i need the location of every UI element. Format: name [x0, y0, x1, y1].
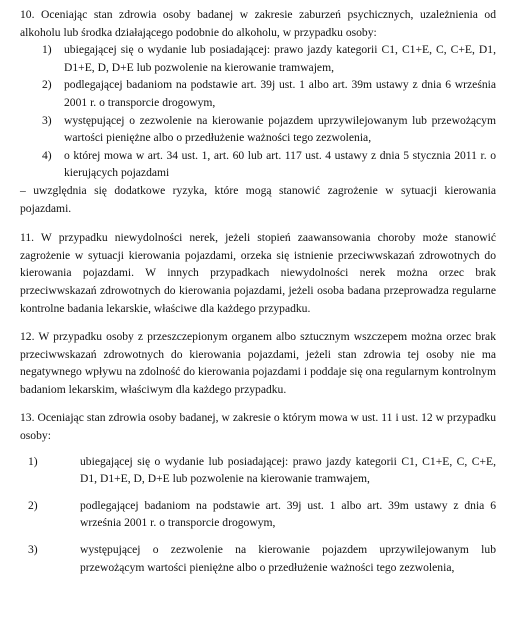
list-item-text: podlegającej badaniom na podstawie art. 39j ust. 1 albo art. 39m ustawy z dnia 6 września 2001 r. o transporcie drogowym,: [64, 78, 496, 109]
list-item-text: ubiegającej się o wydanie lub posiadającej: prawo jazdy kategorii C1, C1+E, C, C+E, D1, D1+E, D, D+E lub pozwolenie na kierowanie tramwajem,: [64, 43, 496, 74]
list-item-text: podlegającej badaniom na podstawie art. 39j ust. 1 albo art. 39m ustawy z dnia 6 września 2001 r. o transporcie drogowym,: [80, 498, 496, 530]
list-item: [20, 497, 496, 532]
list-item-marker: 2): [28, 498, 38, 512]
list-item: [20, 76, 496, 111]
list-item-marker: 3): [28, 543, 38, 557]
section-11-paragraph: 11. W przypadku niewydolności nerek, jeżeli stopień zaawansowania choroby może stanowić zagrożenie w sytuacji kierowania pojazdami, orzeka się istnienie przeciwwskazań zdrowotnych do kierowania pojazdami. W innych przypadkach niewydolności nerek można orzec brak przeciwwskazań zdrowotnych do kierowania pojazdami, jeżeli osoba badana przeprowadza regularne kontrolne badania lekarskie, właściwe dla każdego przypadku.: [20, 231, 496, 315]
list-item-marker: 4): [42, 148, 52, 162]
list-item-marker: 1): [42, 43, 52, 57]
list-item-marker: 3): [42, 113, 52, 127]
section-10-intro: 10. Oceniając stan zdrowia osoby badanej w zakresie zaburzeń psychicznych, uzależnienia od alkoholu lub środka działającego podobnie do alkoholu, w przypadku osoby:: [20, 8, 496, 39]
list-item-text: występującej o zezwolenie na kierowanie pojazdem uprzywilejowanym lub przewożącym wartości pieniężne albo o przedłużenie ważności tego zezwolenia,: [80, 543, 496, 574]
list-item-text: o której mowa w art. 34 ust. 1, art. 60 lub art. 117 ust. 4 ustawy z dnia 5 stycznia 2011 r. o kierujących pojazdami: [64, 148, 496, 180]
list-item-text: występującej o zezwolenie na kierowanie pojazdem uprzywilejowanym lub przewożącym wartości pieniężne albo o przedłużenie ważności tego zezwolenia,: [64, 113, 496, 145]
list-item: [20, 147, 496, 182]
list-item-marker: 2): [42, 78, 52, 92]
list-item: [20, 453, 496, 488]
list-item-marker: 1): [28, 454, 38, 468]
list-item-text: ubiegającej się o wydanie lub posiadającej: prawo jazdy kategorii C1, C1+E, C, C+E, D1, D1+E, D, D+E lub pozwolenie na kierowanie tramwajem,: [80, 454, 496, 486]
list-item: [20, 112, 496, 147]
section-12-paragraph: 12. W przypadku osoby z przeszczepionym organem albo sztucznym wszczepem można orzec brak przeciwwskazań zdrowotnych do kierowania pojazdami, jeżeli stan zdrowia tej osoby nie ma negatywnego wpływu na zdolność do kierowania pojazdami i poddaje się ona regularnym kontrolnym badaniom lekarskim, właściwym dla każdego przypadku.: [20, 330, 496, 396]
list-item: [20, 541, 496, 576]
section-10-tail: – uwzględnia się dodatkowe ryzyka, które mogą stanowić zagrożenie w sytuacji kierowania pojazdami.: [20, 183, 496, 215]
section-10-list: [20, 41, 496, 182]
section-13-intro: 13. Oceniając stan zdrowia osoby badanej, w zakresie o którym mowa w ust. 11 i ust. 12 w przypadku osoby:: [20, 411, 496, 443]
section-13-list: [20, 453, 496, 577]
list-item: [20, 41, 496, 76]
